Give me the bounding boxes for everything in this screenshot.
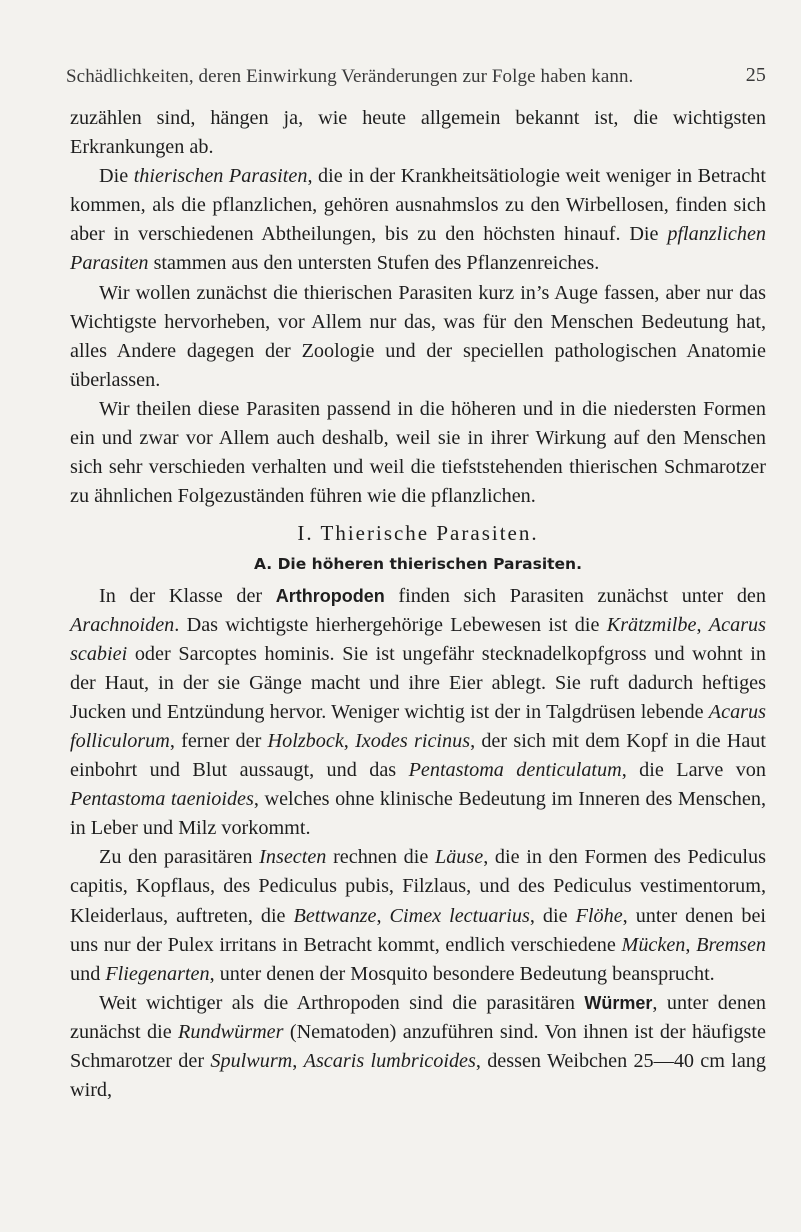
paragraph-4: Wir theilen diese Parasiten passend in die höheren und in die niedersten Formen ein und zwar vor Allem auch deshalb, weil sie in ihrer Wirkung auf den Menschen sich sehr verschieden verhalten und weil die tiefststehenden thierischen Schmarotzer zu ähnlichen Folgezuständen führen wie die pflanzlichen. [70,397,766,508]
page-number: 25 [745,64,766,86]
paragraph-2: Die thierischen Parasiten, die in der Krankheitsätiologie weit weniger in Betracht kommen, als die pflanzlichen, gehören ausnahmslos zu den Wirbellosen, finden sich aber in verschiedenen Abtheilungen, bis zu den höchsten hinauf. Die pflanzlichen Parasiten stammen aus den untersten Stufen des Pflanzenreiches. [70,165,766,275]
term-pflanzliche-parasiten: pflanzlichen Parasiten [70,223,766,275]
term-wuermer: Würmer [584,992,653,1013]
term-arthropoden: Arthropoden [275,585,385,606]
running-head [66,66,766,88]
running-head-title: Schädlichkeiten, deren Einwirkung Veränderungen zur Folge haben kann. [66,66,634,87]
subsection-heading: A. Die höheren thierischen Parasiten. [254,555,582,574]
paragraph-7: Weit wichtiger als die Arthropoden sind die parasitären Würmer, unter denen zunächst die Rundwürmer (Nematoden) anzuführen sind. Von ihnen ist der häufigste Schmarotzer der Spulwurm, Ascaris lumbricoides, dessen Weibchen 25—40 cm lang wird, [70,991,766,1102]
paragraph-5: In der Klasse der Arthropoden finden sich Parasiten zunächst unter den Arachnoiden. Das wichtigste hierhergehörige Lebewesen ist die Krätzmilbe, Acarus scabiei oder Sarcoptes hominis. Sie ist ungefähr stecknadelkopfgross und wohnt in der Haut, in der sie Gänge macht und ihre Eier ablegt. Sie ruft dadurch heftiges Jucken und Entzündung hervor. Weniger wichtig ist der in Talgdrüsen lebende Acarus folliculorum, ferner der Holzbock, Ixodes ricinus, der sich mit dem Kopf in die Haut einbohrt und Blut aussaugt, und das Pentastoma denticulatum, die Larve von Pentastoma taenioides, welches ohne klinische Bedeutung im Inneren des Menschen, in Leber und Milz vorkommt. [70,584,767,840]
term-thierische-parasiten: thierischen Parasiten [133,165,308,188]
paragraph-1: zuzählen sind, hängen ja, wie heute allgemein bekannt ist, die wichtigsten Erkrankungen ab. [70,107,766,159]
paragraph-3: Wir wollen zunächst die thierischen Parasiten kurz in’s Auge fassen, aber nur das Wichtigste hervorheben, vor Allem nur das, was für den Menschen Bedeutung hat, alles Andere dagegen der Zoologie und der speciellen pathologischen Anatomie überlassen. [70,281,766,391]
section-heading: I. Thierische Parasiten. [297,521,539,546]
body-text [70,104,766,1105]
paragraph-6: Zu den parasitären Insecten rechnen die Läuse, die in den Formen des Pediculus capitis, Kopflaus, des Pediculus pubis, Filzlaus, und des Pediculus vestimentorum, Kleiderlaus, auftreten, die Bettwanze, Cimex lectuarius, die Flöhe, unter denen bei uns nur der Pulex irritans in Betracht kommt, endlich verschiedene Mücken, Bremsen und Fliegenarten, unter denen der Mosquito besondere Bedeutung beansprucht. [70,846,767,985]
